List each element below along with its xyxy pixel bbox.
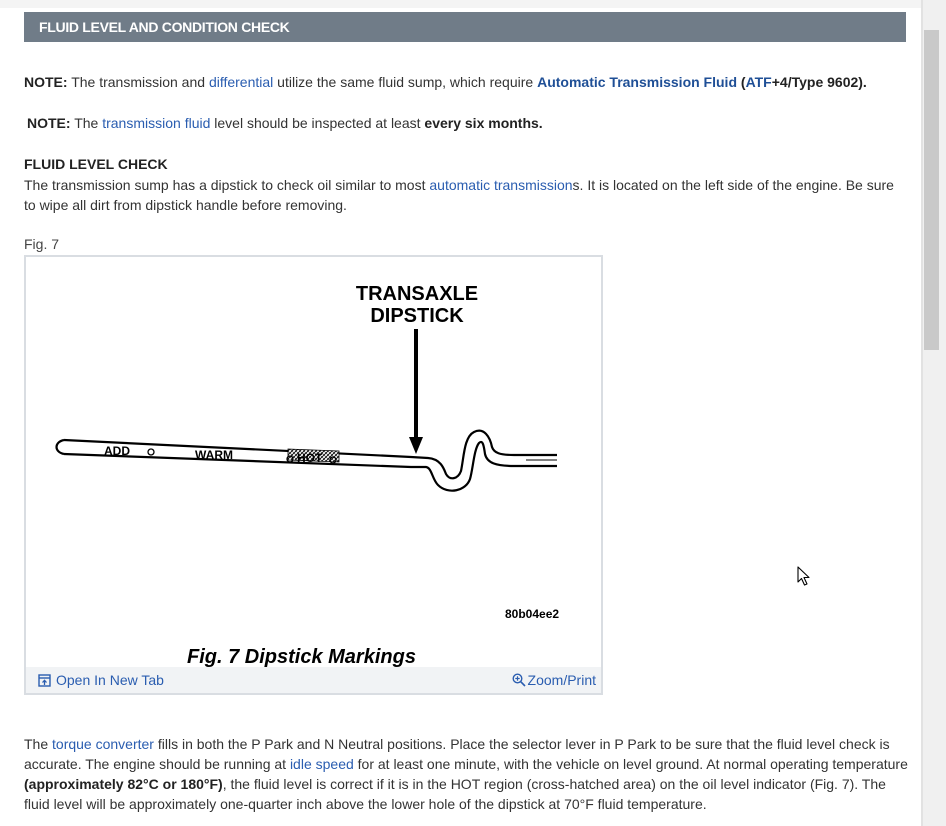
scrollbar[interactable] [921,0,946,826]
note-emphasis: every six months. [424,115,543,131]
fluid-type: +4/Type 9602). [771,74,867,90]
note-inspection-interval [27,113,907,133]
callout-dipstick: DIPSTICK [370,305,464,327]
fluid-level-procedure [24,734,909,814]
note-text: level should be inspected at least [210,115,425,131]
subheading: FLUID LEVEL CHECK [24,156,168,172]
note-label: NOTE: [24,74,68,90]
note-text: The transmission and [67,74,209,90]
fluid-level-check-text [24,175,894,215]
open-in-new-tab-label: Open In New Tab [56,672,164,688]
zoom-print-link[interactable] [512,671,596,689]
dipstick-tip [57,440,65,454]
mouse-cursor-icon [797,566,811,588]
note-text: utilize the same fluid sump, which require [273,74,538,90]
fluid-level-check-heading [24,154,906,174]
link-transmission-fluid[interactable]: transmission fluid [102,115,211,131]
dipstick-lower-edge [64,442,557,491]
dipstick-illustration [26,257,601,667]
top-strip [0,0,921,8]
callout-arrow-head [409,437,423,454]
link-torque-converter[interactable]: torque converter [52,736,154,752]
figure-frame [24,255,603,695]
figure-label: Fig. 7 [24,236,60,252]
note-atf [24,72,906,92]
paragraph-text: for at least one minute, with the vehicle on level ground. At normal operating temperature [353,756,908,772]
figure-toolbar [26,667,601,693]
open-in-new-tab-link[interactable] [38,671,164,689]
mark-add: ADD [104,444,130,458]
link-differential[interactable]: differential [208,74,274,90]
zoom-icon [512,673,526,687]
scrollbar-edge [921,0,923,826]
scrollbar-thumb[interactable] [924,30,939,350]
link-idle-speed[interactable]: idle speed [289,756,354,772]
figure-caption: Fig. 7 Dipstick Markings [187,646,416,667]
open-new-tab-icon [38,674,51,687]
mark-hot: HOT [297,451,323,465]
paragraph-text: The [24,736,53,752]
note-label: NOTE: [27,115,71,131]
link-automatic-transmission[interactable]: automatic transmission [429,177,573,193]
paragraph-text: The transmission sump has a dipstick to check oil similar to most [24,177,430,193]
mark-warm: WARM [195,448,233,462]
note-text: The [70,115,103,131]
paragraph-text: s. It is located on the left side of the engine. Be sure to wipe all dirt from dipstick handle before removing. [24,177,894,213]
figure-code: 80b04ee2 [505,607,560,621]
temperature-emphasis: (approximately 82°C or 180°F) [24,776,223,792]
link-automatic-transmission-fluid[interactable]: Automatic Transmission Fluid [537,74,737,90]
callout-transaxle: TRANSAXLE [355,283,479,305]
add-hole [148,449,154,455]
paragraph-text: fills in both the P Park and N Neutral positions. Place the selector lever in P Park to be sure that the fluid level check is accurate. The engine should be running at [24,736,890,772]
section-header [24,12,906,42]
paragraph-text: , the fluid level is correct if it is in the HOT region (cross-hatched area) on the oil level indicator (Fig. 7). The fluid level will be approximately one-quarter inch above the lower hole of the dipstick at 70°F fluid temperature. [24,776,886,812]
note-text: ( [737,74,746,90]
section-title: FLUID LEVEL AND CONDITION CHECK [39,19,290,35]
zoom-print-label: Zoom/Print [527,672,596,688]
link-atf[interactable]: ATF [745,74,772,90]
